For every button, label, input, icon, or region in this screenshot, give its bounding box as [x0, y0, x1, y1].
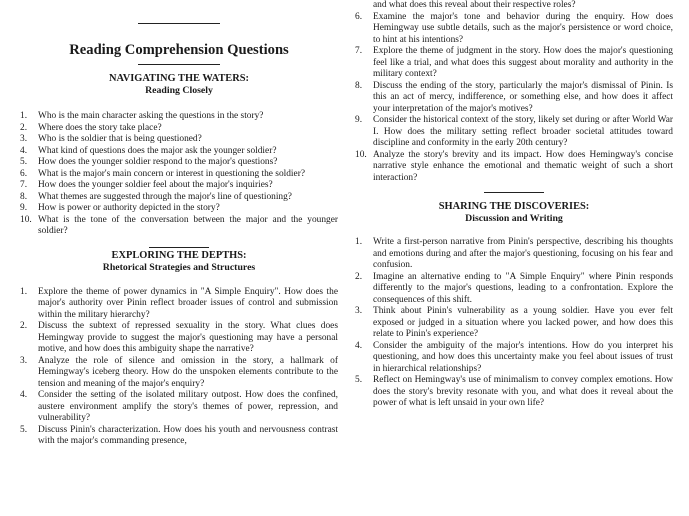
- list-item: [20, 134, 338, 146]
- question-number: 2.: [355, 271, 363, 282]
- question-number: 5.: [20, 424, 28, 435]
- question-number: 1.: [355, 237, 363, 247]
- list-item: [20, 390, 338, 425]
- sharing-subheading: Discussion and Writing: [465, 213, 563, 224]
- list-item: [20, 192, 338, 204]
- question-text: Discuss the ending of the story, particularly the major's dismissal of Pinin. Is this an act of mercy, indifference, or something else, and how does it affect your interpretation of the major's motives?: [373, 80, 673, 114]
- list-item: [20, 425, 338, 448]
- question-number: 10.: [20, 214, 32, 225]
- section-divider-rule: [484, 192, 544, 193]
- question-text: How does the younger soldier feel about the major's inquiries?: [38, 180, 273, 190]
- section-divider-rule: [149, 247, 209, 248]
- question-number: 3.: [20, 355, 28, 366]
- list-item: [20, 157, 338, 169]
- list-item: [20, 203, 338, 215]
- page-title: Reading Comprehension Questions: [69, 42, 289, 58]
- exploring-heading: EXPLORING THE DEPTHS:: [111, 249, 247, 261]
- question-number: 4.: [355, 340, 363, 351]
- list-item: [20, 169, 338, 181]
- question-text: How is power or authority depicted in the story?: [38, 203, 220, 213]
- question-number: 7.: [355, 46, 363, 56]
- question-text: What is the tone of the conversation between the major and the younger soldier?: [38, 214, 338, 236]
- question-number: 8.: [355, 80, 363, 91]
- question-number: 6.: [355, 11, 363, 22]
- question-text: What is the major's main concern or interest in questioning the soldier?: [38, 168, 305, 179]
- list-item: [20, 321, 338, 356]
- list-item: [355, 237, 673, 272]
- sharing-question-list: [355, 237, 673, 410]
- list-item: [20, 146, 338, 158]
- question-number: 9.: [355, 115, 363, 125]
- list-item: [355, 115, 673, 150]
- question-number: 8.: [20, 191, 28, 202]
- list-item: [355, 12, 673, 47]
- exploring-subheading: Rhetorical Strategies and Structures: [102, 261, 256, 273]
- exploring-continued-list: [355, 12, 673, 185]
- question-text: Where does the story take place?: [38, 122, 162, 133]
- question-text: Write a first-person narrative from Pinin's perspective, describing his thoughts and emotions during and after the major's questioning, focusing on his fear and confusion.: [373, 237, 673, 270]
- question-text: Consider the ambiguity of the major's intentions. How do you interpret his questioning, and how does this uncertainty make you feel about issues of trust in hierarchical relationships?: [373, 340, 673, 374]
- navigating-subheading: Reading Closely: [145, 85, 213, 96]
- list-item: [355, 150, 673, 185]
- question-number: 6.: [20, 168, 28, 179]
- question-text: Think about Pinin's vulnerability as a young soldier. Have you ever felt exposed or judged in a situation where you lacked power, and how does this relate to Pinin's experience?: [373, 306, 673, 339]
- question-number: 5.: [20, 157, 28, 167]
- list-item: [20, 180, 338, 192]
- question-number: 2.: [20, 122, 28, 133]
- question-number: 10.: [355, 149, 367, 160]
- question-text: Reflect on Hemingway's use of minimalism to convey complex emotions. How does the story's brevity resonate with you, and what does it reveal about the power of what is left unsaid in your own life?: [373, 375, 673, 408]
- question-text: What kind of questions does the major ask the younger soldier?: [38, 145, 277, 156]
- exploring-question-list: [20, 287, 338, 448]
- sharing-heading: SHARING THE DISCOVERIES:: [438, 201, 590, 212]
- question-text: Explore the theme of power dynamics in "A Simple Enquiry". How does the major's authority over Pinin reflect broader issues of control and submission within the military hierarchy?: [38, 286, 338, 320]
- question-text: Discuss Pinin's characterization. How does his youth and nervousness contrast with the major's commanding presence,: [38, 424, 338, 446]
- title-bottom-rule: [138, 64, 220, 65]
- navigating-heading: NAVIGATING THE WATERS:: [109, 73, 249, 84]
- list-item: [355, 341, 673, 376]
- question-text: Imagine an alternative ending to "A Simple Enquiry" where Pinin responds differently to the major's questions, leading to a confrontation. Explore the consequences of this shift.: [373, 271, 673, 305]
- question-number: 3.: [20, 134, 28, 144]
- list-item: [20, 111, 338, 123]
- question-text: Discuss the subtext of repressed sexuality in the story. What clues does Hemingway provide to suggest the major's questioning may have a personal motive, and how does this ambiguity shape the narrative?: [38, 321, 338, 354]
- list-item: [355, 46, 673, 81]
- question-text: Consider the historical context of the story, likely set during or after World War I. How does the military setting reflect broader societal attitudes toward discipline and conformity in the early 20th century?: [373, 115, 673, 148]
- navigating-question-list: [20, 111, 338, 238]
- question-text: Consider the setting of the isolated military outpost. How does the confined, austere environment amplify the story's themes of power, repression, and vulnerability?: [38, 390, 338, 423]
- list-item: [20, 123, 338, 135]
- question-text: Analyze the story's brevity and its impact. How does Hemingway's concise narrative style enhance the emotional and thematic weight of such a short interaction?: [373, 149, 673, 183]
- question-number: 7.: [20, 180, 28, 190]
- question-text: How does the younger soldier respond to the major's questions?: [38, 157, 278, 167]
- question-text: Analyze the role of silence and omission in the story, a hallmark of Hemingway's iceberg theory. How do the unspoken elements contribute to the tension and meaning of the major's enquiry?: [38, 355, 338, 389]
- title-top-rule: [138, 23, 220, 24]
- question-number: 1.: [20, 111, 28, 121]
- list-item: [20, 287, 338, 322]
- left-column: [20, 0, 338, 448]
- question-number: 3.: [355, 306, 363, 316]
- question-text: Examine the major's tone and behavior during the enquiry. How does Hemingway use subtle details, such as the major's persistence or word choice, to hint at his intentions?: [373, 11, 673, 45]
- question-number: 2.: [20, 321, 28, 331]
- question-text: Who is the main character asking the questions in the story?: [38, 111, 264, 121]
- list-item: [20, 215, 338, 238]
- list-item: [355, 306, 673, 341]
- question-text: What themes are suggested through the major's line of questioning?: [38, 191, 292, 202]
- question-number: 4.: [20, 390, 28, 400]
- continued-text: and what does this reveal about their respective roles?: [373, 0, 576, 10]
- question-text: Who is the soldier that is being questioned?: [38, 134, 202, 144]
- list-item: [355, 375, 673, 410]
- right-column: [355, 0, 673, 410]
- question-text: Explore the theme of judgment in the story. How does the major's questioning feel like a trial, and what does this suggest about morality and authority in the military context?: [373, 46, 673, 79]
- list-item: [20, 356, 338, 391]
- question-number: 4.: [20, 145, 28, 156]
- list-item: [355, 272, 673, 307]
- question-number: 1.: [20, 286, 28, 297]
- question-number: 5.: [355, 375, 363, 385]
- list-item: [355, 81, 673, 116]
- question-number: 9.: [20, 203, 28, 213]
